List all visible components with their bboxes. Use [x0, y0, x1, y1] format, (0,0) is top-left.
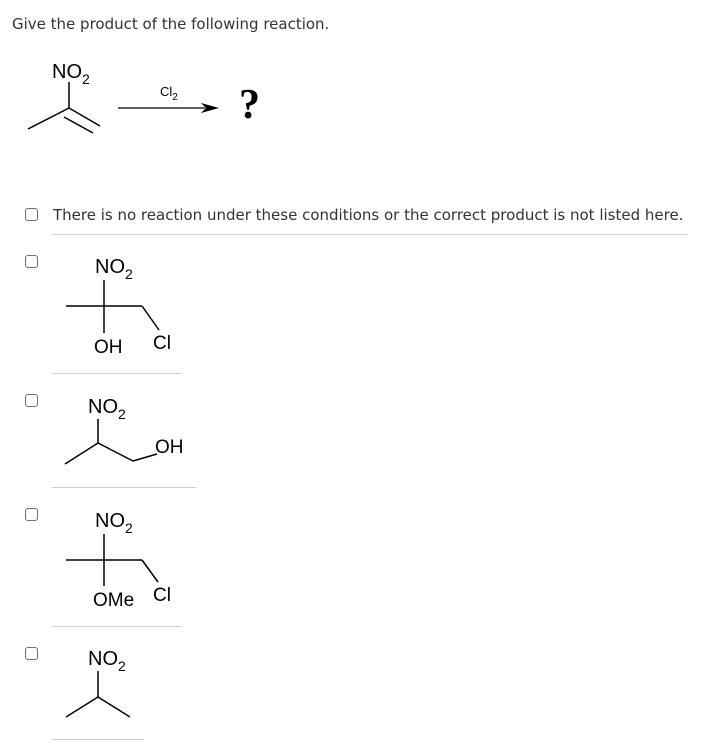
option-2-divider	[52, 373, 182, 374]
option-5-methyl-bond-right	[98, 697, 130, 717]
option-4-divider	[52, 626, 182, 627]
option-3-methyl-bond	[65, 443, 98, 464]
option-5-structure	[66, 648, 130, 717]
option-2-oh-label: OH	[94, 337, 123, 358]
option-5-no2-label: $NO_2$	[88, 648, 126, 674]
option-5-checkbox[interactable]	[25, 647, 38, 660]
option-3-checkbox[interactable]	[25, 394, 38, 407]
question-text: Give the product of the following reaction.	[12, 15, 330, 33]
option-5-divider	[52, 739, 144, 740]
reagent-label: $Cl_2$	[160, 84, 178, 103]
option-4-ccl-bond	[142, 560, 158, 582]
option-4-ome-label: OMe	[93, 590, 135, 611]
option-4-no2-label: $NO_2$	[95, 510, 133, 536]
option-2-ccl-bond	[142, 306, 159, 330]
option-1-divider	[52, 234, 688, 235]
product-question-mark: ?	[239, 82, 260, 128]
reaction-arrow-group	[118, 82, 260, 128]
option-3-ch2-bond	[98, 443, 133, 461]
option-4-checkbox[interactable]	[25, 508, 38, 521]
option-2-cl-label: Cl	[153, 333, 171, 354]
reactant-no2-label: $NO_2$	[52, 61, 90, 87]
option-1-text: There is no reaction under these conditions or the correct product is not listed here.	[53, 206, 684, 224]
option-2-no2-label: $NO_2$	[95, 256, 133, 282]
option-3-no2-label: $NO_2$	[88, 396, 126, 422]
option-2-structure	[66, 256, 171, 358]
option-5-methyl-bond-left	[66, 697, 98, 717]
option-3-oh-label: OH	[155, 437, 184, 458]
option-3-co-bond	[133, 454, 157, 461]
option-2-checkbox[interactable]	[25, 255, 38, 268]
reactant-bond-methyl	[28, 108, 69, 129]
option-4-structure	[66, 510, 171, 611]
option-4-cl-label: Cl	[153, 585, 171, 606]
option-3-structure	[65, 396, 184, 464]
option-1-checkbox[interactable]	[25, 208, 38, 221]
reactant-double-bond-1	[69, 108, 100, 126]
option-3-divider	[52, 487, 196, 488]
reactant-structure	[28, 61, 100, 133]
